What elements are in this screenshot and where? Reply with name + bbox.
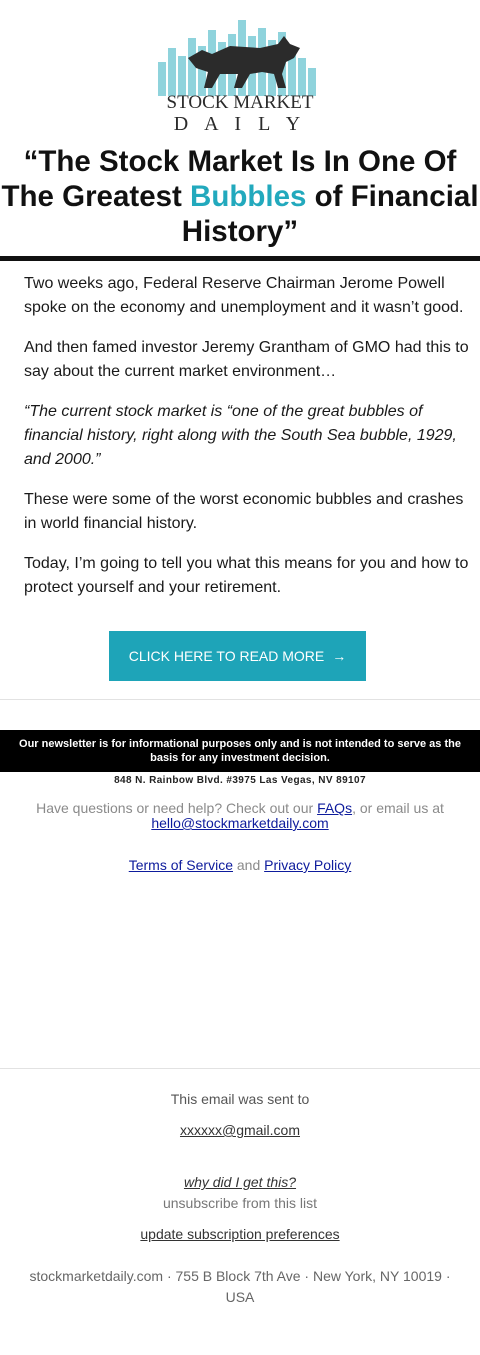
headline xyxy=(0,144,480,249)
logo-graphic xyxy=(150,18,330,136)
sent-to-text: This email was sent to xyxy=(170,1091,310,1107)
footer-divider xyxy=(0,1068,480,1069)
logo-text-line2: D A I L Y xyxy=(173,113,307,135)
quote-paragraph: “The current stock market is “one of the great bubbles of financial history, right along with the South Sea bubble, 1929, and 2000.” xyxy=(24,403,457,468)
body-paragraph-4: Today, I’m going to tell you what this means for you and how to protect yourself and your retirement. xyxy=(24,555,469,596)
recipient-line xyxy=(0,1122,480,1138)
legal-links xyxy=(0,857,480,873)
support-email-link[interactable]: hello@stockmarketdaily.com xyxy=(151,815,329,831)
disclaimer-text: Our newsletter is for informational purposes only and is not intended to serve as the basis for any investment decision. xyxy=(19,738,461,764)
body-paragraph-2: And then famed investor Jeremy Grantham of GMO had this to say about the current market environment… xyxy=(24,339,469,380)
headline-accent: Bubbles xyxy=(190,180,307,213)
mailing-address: 848 N. Rainbow Blvd. #3975 Las Vegas, NV 89107 xyxy=(114,775,366,786)
help-text xyxy=(20,801,460,831)
company-address: stockmarketdaily.com · 755 B Block 7th Ave · New York, NY 10019 · USA xyxy=(29,1268,451,1305)
why-did-i-get-this-link[interactable]: why did I get this? xyxy=(183,1174,297,1190)
section-divider xyxy=(0,699,480,700)
logo-text-line1: STOCK MARKET xyxy=(166,92,314,113)
disclaimer-banner xyxy=(0,730,480,772)
headline-part2: of Financial History” xyxy=(181,180,479,248)
faqs-link[interactable]: FAQs xyxy=(317,800,353,816)
stock-market-daily-logo xyxy=(150,18,330,136)
unsubscribe-link[interactable]: unsubscribe from this list xyxy=(162,1195,318,1211)
update-preferences-link[interactable]: update subscription preferences xyxy=(140,1226,340,1242)
headline-part1: “The Stock Market Is In One Of The Greatest xyxy=(1,145,457,213)
terms-of-service-link[interactable]: Terms of Service xyxy=(128,857,233,873)
arrow-right-icon: → xyxy=(332,648,347,664)
recipient-email-link[interactable]: xxxxxx@gmail.com xyxy=(179,1122,300,1138)
read-more-label: CLICK HERE TO READ MORE xyxy=(128,648,325,664)
privacy-policy-link[interactable]: Privacy Policy xyxy=(264,857,352,873)
headline-divider xyxy=(0,256,480,261)
body-paragraph-1: Two weeks ago, Federal Reserve Chairman Jerome Powell spoke on the economy and unemployment and it wasn’t good. xyxy=(24,275,464,316)
help-prefix: Have questions or need help? Check out our xyxy=(36,800,318,816)
update-preferences-line xyxy=(0,1226,480,1242)
legal-and: and xyxy=(232,857,265,873)
read-more-button[interactable] xyxy=(109,631,366,681)
body-paragraph-3: These were some of the worst economic bubbles and crashes in world financial history. xyxy=(24,491,464,532)
why-line xyxy=(0,1174,480,1190)
help-middle: , or email us at xyxy=(352,800,444,816)
